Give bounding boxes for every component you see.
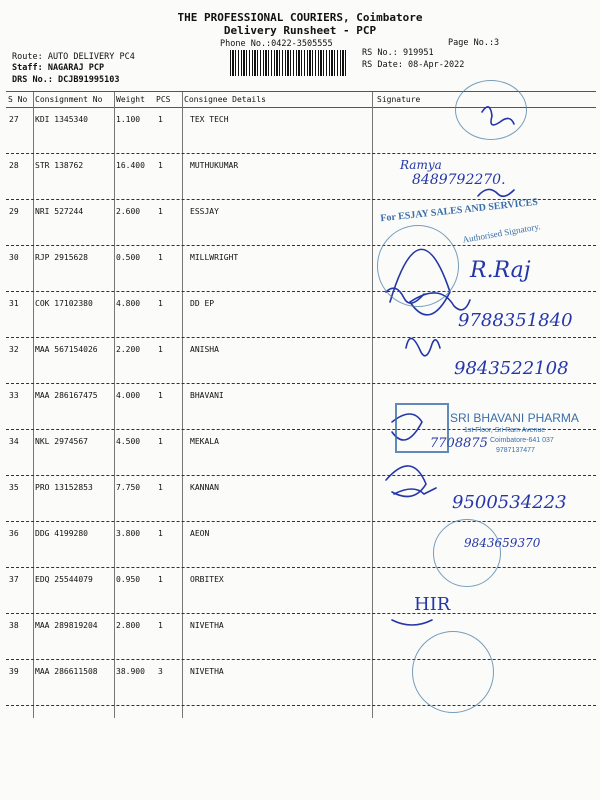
cell-pcs: 1 (158, 253, 163, 262)
cell-consignment: PRO 13152853 (35, 483, 93, 492)
cell-consignment: COK 17102380 (35, 299, 93, 308)
column-header-weight: Weight (116, 95, 145, 104)
pharma-logo-icon (395, 403, 449, 453)
cell-weight: 0.500 (116, 253, 141, 262)
cell-pcs: 1 (158, 391, 163, 400)
cell-consignment: DDG 4199280 (35, 529, 88, 538)
pharma-stamp-address: Coimbatore-641 037 (490, 437, 554, 444)
column-header-sno: S No (8, 95, 28, 104)
column-header-consignment: Consignment No (35, 95, 103, 104)
company-stamp-text: Authorised Signatory. (461, 221, 542, 245)
cell-sno: 32 (9, 345, 19, 354)
column-divider (182, 92, 183, 718)
cell-consignment: RJP 2915628 (35, 253, 88, 262)
cell-sno: 39 (9, 667, 19, 676)
pharma-stamp-name: SRI BHAVANI PHARMA (450, 411, 579, 425)
handwritten-name: Ramya (400, 158, 442, 172)
handwritten-signature: R.Raj (470, 258, 531, 283)
cell-weight: 7.750 (116, 483, 141, 492)
cell-consignee: ANISHA (190, 345, 219, 354)
cell-consignment: MAA 286167475 (35, 391, 98, 400)
cell-pcs: 1 (158, 115, 163, 124)
cell-consignee: BHAVANI (190, 391, 224, 400)
cell-consignee: DD EP (190, 299, 215, 308)
cell-consignee: KANNAN (190, 483, 219, 492)
rs-date: RS Date: 08-Apr-2022 (362, 60, 465, 70)
handwritten-phone: 7708875 (430, 436, 488, 451)
cell-sno: 29 (9, 207, 19, 216)
cell-consignment: MAA 289819204 (35, 621, 98, 630)
page-number: Page No.:3 (448, 38, 500, 48)
seal-stamp (455, 80, 527, 140)
cell-weight: 16.400 (116, 161, 145, 170)
cell-pcs: 1 (158, 529, 163, 538)
rs-number: RS No.: 919951 (362, 48, 434, 58)
column-divider (33, 92, 34, 718)
cell-weight: 38.900 (116, 667, 145, 676)
route: Route: AUTO DELIVERY PC4 (12, 52, 135, 62)
cell-consignment: EDQ 25544079 (35, 575, 93, 584)
cell-consignee: AEON (190, 529, 210, 538)
handwritten-phone: 9788351840 (458, 310, 573, 331)
staff: Staff: NAGARAJ PCP (12, 63, 105, 73)
cell-pcs: 1 (158, 483, 163, 492)
cell-pcs: 1 (158, 299, 163, 308)
cell-consignee: TEX TECH (190, 115, 229, 124)
cell-sno: 27 (9, 115, 19, 124)
cell-sno: 28 (9, 161, 19, 170)
cell-consignment: KDI 1345340 (35, 115, 88, 124)
cell-consignee: NIVETHA (190, 621, 224, 630)
column-header-signature: Signature (377, 95, 421, 104)
company-name: THE PROFESSIONAL COURIERS, Coimbatore (177, 11, 423, 24)
cell-pcs: 1 (158, 207, 163, 216)
handwritten-phone: 8489792270. (412, 172, 506, 188)
cell-consignment: MAA 567154026 (35, 345, 98, 354)
column-header-pcs: PCS (156, 95, 171, 104)
column-divider (114, 92, 115, 718)
cell-weight: 4.000 (116, 391, 141, 400)
cell-pcs: 1 (158, 161, 163, 170)
cell-weight: 4.800 (116, 299, 141, 308)
cell-weight: 2.600 (116, 207, 141, 216)
cell-pcs: 1 (158, 437, 163, 446)
handwritten-phone: 9843522108 (454, 358, 569, 379)
pharma-stamp-address: 1st Floor, Sri Ram Avenue (464, 427, 546, 434)
cell-consignment: NKL 2974567 (35, 437, 88, 446)
cell-consignment: NRI 527244 (35, 207, 84, 216)
company-stamp-text: For ESJAY SALES AND SERVICES (379, 196, 539, 225)
cell-consignee: MEKALA (190, 437, 219, 446)
cell-sno: 38 (9, 621, 19, 630)
handwritten-phone: 9500534223 (452, 492, 567, 513)
seal-stamp (412, 631, 494, 713)
cell-weight: 4.500 (116, 437, 141, 446)
pharma-stamp-phone: 9787137477 (496, 447, 535, 454)
barcode-icon (230, 50, 348, 76)
cell-pcs: 3 (158, 667, 163, 676)
cell-weight: 1.100 (116, 115, 141, 124)
phone-number: Phone No.:0422-3505555 (220, 39, 333, 49)
cell-pcs: 1 (158, 621, 163, 630)
cell-weight: 2.200 (116, 345, 141, 354)
column-header-consignee: Consignee Details (184, 95, 266, 104)
handwritten-phone: 9843659370 (464, 536, 541, 550)
cell-weight: 3.800 (116, 529, 141, 538)
cell-pcs: 1 (158, 575, 163, 584)
document-title: Delivery Runsheet - PCP (223, 24, 377, 37)
cell-sno: 33 (9, 391, 19, 400)
handwritten-initials: HIR (414, 594, 451, 615)
cell-consignee: NIVETHA (190, 667, 224, 676)
cell-sno: 36 (9, 529, 19, 538)
cell-weight: 0.950 (116, 575, 141, 584)
cell-consignee: MILLWRIGHT (190, 253, 239, 262)
cell-consignment: MAA 286611508 (35, 667, 98, 676)
cell-sno: 34 (9, 437, 19, 446)
cell-weight: 2.800 (116, 621, 141, 630)
cell-consignment: STR 138762 (35, 161, 84, 170)
drs-number: DRS No.: DCJB91995103 (12, 75, 120, 85)
cell-pcs: 1 (158, 345, 163, 354)
cell-sno: 30 (9, 253, 19, 262)
cell-sno: 37 (9, 575, 19, 584)
cell-consignee: ORBITEX (190, 575, 224, 584)
cell-consignee: MUTHUKUMAR (190, 161, 239, 170)
cell-consignee: ESSJAY (190, 207, 219, 216)
cell-sno: 35 (9, 483, 19, 492)
seal-stamp (433, 519, 501, 587)
cell-sno: 31 (9, 299, 19, 308)
seal-stamp (377, 225, 459, 307)
